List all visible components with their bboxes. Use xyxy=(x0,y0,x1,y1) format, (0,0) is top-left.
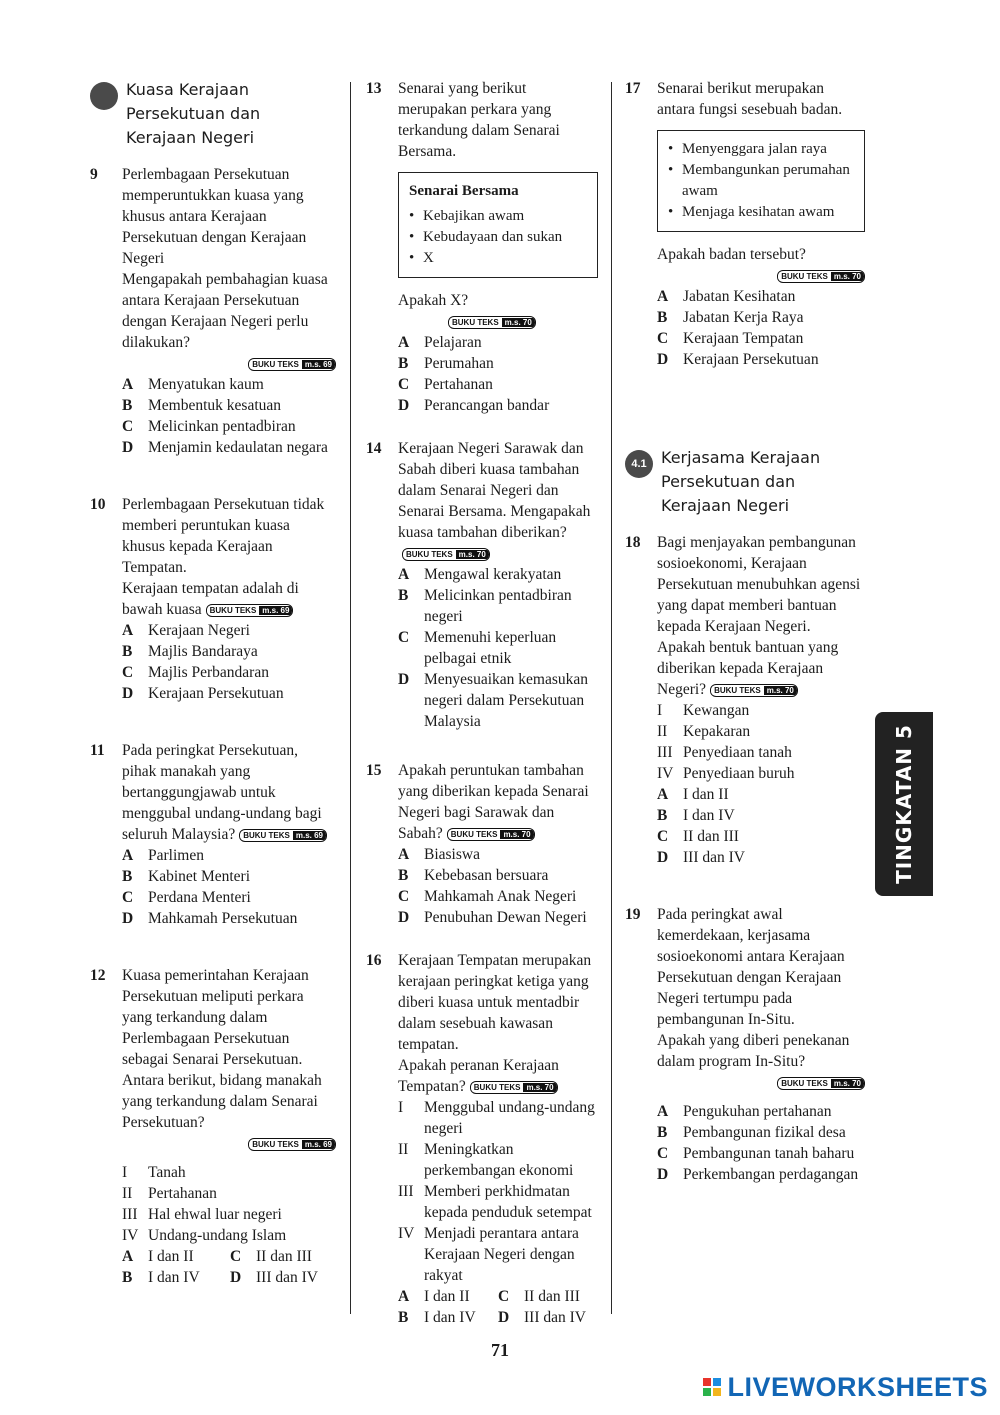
section-number-icon: 4.1 xyxy=(625,450,653,478)
question-text: Pada peringkat Persekutuan, pihak manakah yang bertanggungjawab untuk menggubal undang-undang bagi seluruh Malaysia? BUKU TEKS m.s. 69 xyxy=(122,740,336,845)
option-b[interactable]: B Perumahan xyxy=(398,355,494,372)
question-10 xyxy=(90,494,336,704)
textbook-badge: BUKU TEKS m.s. 70 xyxy=(777,1077,865,1090)
question-number: 19 xyxy=(625,906,641,923)
question-prompt: Mengapakah pembahagian kuasa antara Kerajaan Persekutuan dengan Kerajaan Negeri perlu dilakukan? xyxy=(122,271,328,351)
liveworksheets-logo[interactable] xyxy=(703,1372,988,1402)
option-c[interactable]: C Pembangunan tanah baharu xyxy=(657,1145,855,1162)
question-14 xyxy=(366,438,598,732)
section-title-line: Persekutuan dan xyxy=(661,472,796,491)
textbook-badge: BUKU TEKS m.s. 69 xyxy=(248,358,336,371)
statement: III Hal ehwal luar negeri xyxy=(122,1206,282,1223)
option-a[interactable]: A I dan II xyxy=(398,1288,470,1305)
box-item: • Kebudayaan dan sukan xyxy=(409,229,563,245)
column-left xyxy=(90,78,336,1288)
question-number: 11 xyxy=(90,742,105,759)
list-box xyxy=(657,130,865,232)
question-number: 18 xyxy=(625,534,641,551)
question-number: 13 xyxy=(366,80,382,97)
option-d[interactable]: D Menyesuaikan kemasukan negeri dalam Persekutuan Malaysia xyxy=(398,671,588,730)
question-18 xyxy=(625,532,865,868)
option-a[interactable]: A Jabatan Kesihatan xyxy=(657,288,796,305)
question-text: Perlembagaan Persekutuan memperuntukkan kuasa yang khusus antara Kerajaan Persekutuan dengan Kerajaan Negeri xyxy=(122,166,307,267)
question-16 xyxy=(366,950,598,1328)
column-middle xyxy=(366,78,598,1328)
option-d[interactable]: D Mahkamah Persekutuan xyxy=(122,910,298,927)
section-title-line: Kerajaan Negeri xyxy=(126,128,255,147)
side-tab-label: TINGKATAN 5 xyxy=(892,724,916,884)
textbook-badge: BUKU TEKS m.s. 69 xyxy=(239,829,327,842)
question-text: Senarai yang berikut merupakan perkara yang terkandung dalam Senarai Bersama. xyxy=(398,80,560,160)
section-heading-kuasa xyxy=(90,78,336,150)
question-text: Perlembagaan Persekutuan tidak memberi peruntukan kuasa khusus kepada Kerajaan Tempatan. xyxy=(122,496,325,576)
section-heading-kerjasama xyxy=(625,446,865,518)
option-b[interactable]: B Melicinkan pentadbiran negeri xyxy=(398,587,572,625)
option-b[interactable]: B Kabinet Menteri xyxy=(122,868,251,885)
question-number: 17 xyxy=(625,80,641,97)
box-item: • Menjaga kesihatan awam xyxy=(668,204,835,220)
textbook-badge: BUKU TEKS m.s. 70 xyxy=(402,548,490,561)
box-item: • Membangunkan perumahan awam xyxy=(668,162,850,199)
option-d[interactable]: D Kerajaan Persekutuan xyxy=(657,351,819,368)
option-c[interactable]: C Pertahanan xyxy=(398,376,493,393)
box-title: Senarai Bersama xyxy=(409,183,519,199)
textbook-badge: BUKU TEKS m.s. 69 xyxy=(206,604,294,617)
section-title xyxy=(661,446,820,518)
question-text: Kerajaan Negeri Sarawak dan Sabah diberi kuasa tambahan dalam Senarai Negeri dan Senarai Bersama. Mengapakah kuasa tambahan diberikan?BUKU TEKS m.s. 70 xyxy=(398,440,591,559)
question-17 xyxy=(625,78,865,370)
option-c[interactable]: C Kerajaan Tempatan xyxy=(657,330,804,347)
statement: II Pertahanan xyxy=(122,1185,217,1202)
list-box xyxy=(398,172,598,278)
question-number: 10 xyxy=(90,496,106,513)
option-b[interactable]: B Pembangunan fizikal desa xyxy=(657,1124,846,1141)
question-prompt: Apakah bentuk bantuan yang diberikan kepada Kerajaan Negeri? BUKU TEKS m.s. 70 xyxy=(657,639,839,698)
side-tab xyxy=(875,712,933,896)
question-prompt: Apakah X?BUKU TEKS m.s. 70 xyxy=(398,290,598,332)
question-13 xyxy=(366,78,598,416)
option-b[interactable]: B Kebebasan bersuara xyxy=(398,867,549,884)
option-a[interactable]: A I dan II xyxy=(122,1248,194,1265)
question-prompt: Kerajaan tempatan adalah di bawah kuasa BUKU TEKS m.s. 69 xyxy=(122,580,299,618)
option-b[interactable]: B I dan IV xyxy=(122,1269,200,1286)
question-number: 15 xyxy=(366,762,382,779)
textbook-badge: BUKU TEKS m.s. 70 xyxy=(470,1081,558,1094)
section-title-line: Kuasa Kerajaan xyxy=(126,80,249,99)
question-number: 12 xyxy=(90,967,106,984)
textbook-badge: BUKU TEKS m.s. 69 xyxy=(248,1138,336,1151)
page-number: 71 xyxy=(491,1340,509,1360)
question-9 xyxy=(90,164,336,458)
option-b[interactable]: B I dan IV xyxy=(657,807,735,824)
question-text: Bagi menjayakan pembangunan sosioekonomi, Kerajaan Persekutuan menubuhkan agensi yang dapat memberi bantuan kepada Kerajaan Negeri. xyxy=(657,534,861,635)
option-d[interactable]: D III dan IV xyxy=(230,1269,318,1286)
question-prompt: Apakah peranan Kerajaan Tempatan? BUKU TEKS m.s. 70 xyxy=(398,1057,559,1095)
statement: III Penyediaan tanah xyxy=(657,744,792,761)
column-divider-left xyxy=(350,82,351,1314)
statement: I Kewangan xyxy=(657,702,750,719)
section-title-line: Persekutuan dan xyxy=(126,104,261,123)
option-c[interactable]: C II dan III xyxy=(657,828,739,845)
question-19 xyxy=(625,904,865,1185)
textbook-badge: BUKU TEKS m.s. 70 xyxy=(710,684,798,697)
option-d[interactable]: D Penubuhan Dewan Negeri xyxy=(398,909,587,926)
question-prompt: Apakah yang diberi penekanan dalam program In-Situ? xyxy=(657,1032,850,1070)
question-text: Senarai berikut merupakan antara fungsi sesebuah badan. xyxy=(657,80,843,118)
option-d[interactable]: D Perancangan bandar xyxy=(398,397,550,414)
option-a[interactable]: A Parlimen xyxy=(122,847,204,864)
option-c[interactable]: C II dan III xyxy=(498,1288,580,1305)
option-a[interactable]: A Pelajaran xyxy=(398,334,482,351)
statement: II Meningkatkan perkembangan ekonomi xyxy=(398,1141,574,1179)
column-divider-right xyxy=(611,82,612,1314)
statement: IV Menjadi perantara antara Kerajaan Negeri dengan rakyat xyxy=(398,1225,579,1284)
option-d[interactable]: D Kerajaan Persekutuan xyxy=(122,685,284,702)
statement: I Tanah xyxy=(122,1164,186,1181)
statement: I Menggubal undang-undang negeri xyxy=(398,1099,595,1137)
question-number: 14 xyxy=(366,440,382,457)
question-12 xyxy=(90,965,336,1288)
box-item: • X xyxy=(409,250,434,266)
textbook-badge: BUKU TEKS m.s. 70 xyxy=(447,828,535,841)
option-b[interactable]: B I dan IV xyxy=(398,1309,476,1326)
statement: II Kepakaran xyxy=(657,723,751,740)
option-a[interactable]: A I dan II xyxy=(657,786,729,803)
option-d[interactable]: D Perkembangan perdagangan xyxy=(657,1166,859,1183)
brand-name: LIVEWORKSHEETS xyxy=(727,1371,988,1402)
option-d[interactable]: D III dan IV xyxy=(657,849,745,866)
textbook-badge: BUKU TEKS m.s. 70 xyxy=(448,316,536,329)
question-number: 16 xyxy=(366,952,382,969)
option-d[interactable]: D III dan IV xyxy=(498,1309,586,1326)
option-a[interactable]: A Mengawal kerakyatan xyxy=(398,566,562,583)
option-b[interactable]: B Majlis Bandaraya xyxy=(122,643,258,660)
statement: IV Undang-undang Islam xyxy=(122,1227,287,1244)
option-b[interactable]: B Membentuk kesatuan xyxy=(122,397,282,414)
section-title-line: Kerajaan Negeri xyxy=(661,496,790,515)
option-a[interactable]: A Biasiswa xyxy=(398,846,480,863)
option-c[interactable]: C Perdana Menteri xyxy=(122,889,251,906)
option-b[interactable]: B Jabatan Kerja Raya xyxy=(657,309,804,326)
option-d[interactable]: D Menjamin kedaulatan negara xyxy=(122,439,328,456)
option-c[interactable]: C II dan III xyxy=(230,1248,312,1265)
question-15 xyxy=(366,760,598,928)
section-title xyxy=(126,78,260,150)
option-c[interactable]: C Memenuhi keperluan pelbagai etnik xyxy=(398,629,557,667)
option-c[interactable]: C Mahkamah Anak Negeri xyxy=(398,888,577,905)
question-text: Pada peringkat awal kemerdekaan, kerjasama sosioekonomi antara Kerajaan Persekutuan dengan Kerajaan Negeri tertumpu pada pembangunan In-Situ. xyxy=(657,906,845,1028)
column-right xyxy=(625,78,865,1185)
section-number-icon xyxy=(90,82,118,110)
box-item: • Menyenggara jalan raya xyxy=(668,141,827,157)
question-text: Apakah peruntukan tambahan yang diberikan kepada Senarai Negeri bagi Sarawak dan Sabah? BUKU TEKS m.s. 70 xyxy=(398,762,589,842)
option-c[interactable]: C Melicinkan pentadbiran xyxy=(122,418,296,435)
textbook-badge: BUKU TEKS m.s. 70 xyxy=(777,270,865,283)
question-text: Kerajaan Tempatan merupakan kerajaan peringkat ketiga yang diberi kuasa untuk mentadbir dalam sesebuah kawasan tempatan. xyxy=(398,952,592,1053)
option-c[interactable]: C Majlis Perbandaran xyxy=(122,664,269,681)
option-a[interactable]: A Pengukuhan pertahanan xyxy=(657,1103,832,1120)
question-number: 9 xyxy=(90,166,98,183)
question-11 xyxy=(90,740,336,929)
option-a[interactable]: A Menyatukan kaum xyxy=(122,376,264,393)
brand-logo-icon xyxy=(703,1378,721,1396)
section-title-line: Kerjasama Kerajaan xyxy=(661,448,821,467)
question-prompt: Apakah badan tersebut? xyxy=(657,246,806,263)
box-item: • Kebajikan awam xyxy=(409,208,525,224)
statement: IV Penyediaan buruh xyxy=(657,765,795,782)
question-text: Kuasa pemerintahan Kerajaan Persekutuan meliputi perkara yang terkandung dalam Perlembagaan Persekutuan sebagai Senarai Persekutuan. Antara berikut, bidang manakah yang terkandung dalam Senarai Persekutuan? xyxy=(122,967,322,1131)
statement: III Memberi perkhidmatan kepada penduduk setempat xyxy=(398,1183,592,1221)
option-a[interactable]: A Kerajaan Negeri xyxy=(122,622,250,639)
